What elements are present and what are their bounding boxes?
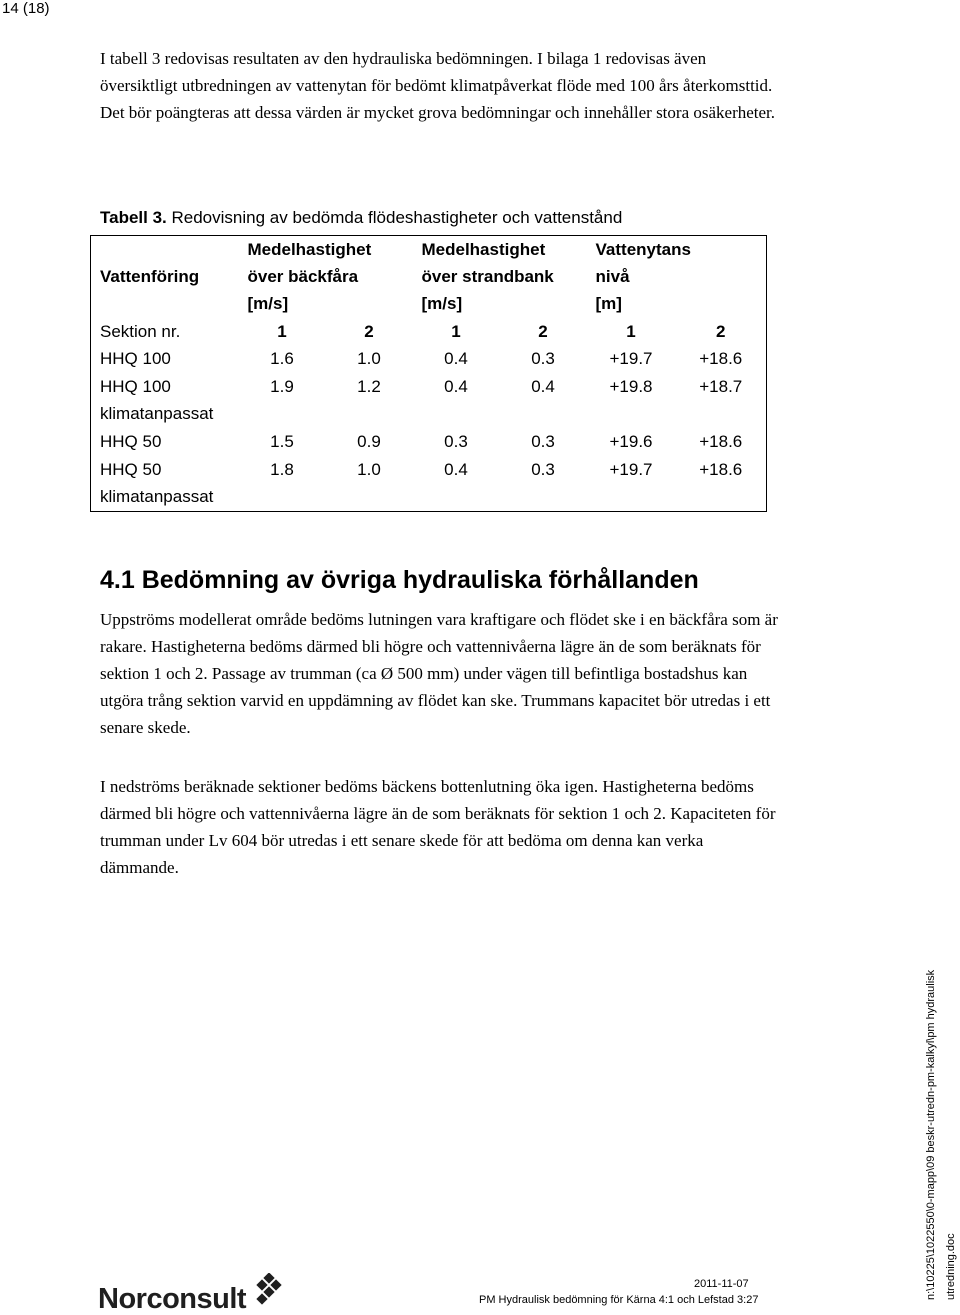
row-label xyxy=(91,373,239,428)
table-cell: +18.7 xyxy=(699,376,743,396)
table-cell: 0.4 xyxy=(444,349,468,369)
file-path-margin-note xyxy=(921,860,960,1300)
table-cell: 1.8 xyxy=(270,459,294,479)
table-cell: +19.8 xyxy=(609,376,653,396)
header-vattenytans-niva xyxy=(587,236,767,318)
row-label: Sektion nr. xyxy=(100,321,181,341)
table-cell: 0.3 xyxy=(531,349,555,369)
header-line: Medelhastighet xyxy=(247,240,372,259)
norconsult-diamond-logo-icon xyxy=(252,1273,286,1312)
section-heading: 4.1 Bedömning av övriga hydrauliska förhållanden xyxy=(100,566,699,594)
table-row xyxy=(91,428,767,456)
header-line: nivå xyxy=(595,267,630,286)
header-vattenforing: Vattenföring xyxy=(100,267,200,287)
file-path-line: utredning.doc xyxy=(945,1233,957,1300)
table-cell: +18.6 xyxy=(699,459,743,479)
table-cell: 1 xyxy=(277,321,287,341)
table-cell: 2 xyxy=(538,321,548,341)
table-cell: 1 xyxy=(451,321,461,341)
table-cell: 0.3 xyxy=(444,432,468,452)
header-medelhastighet-strandbank xyxy=(413,236,587,318)
header-line: över bäckfåra xyxy=(247,267,359,286)
table-cell: 2 xyxy=(364,321,374,341)
row-label-line: HHQ 100 xyxy=(100,376,171,396)
table-cell: 0.4 xyxy=(444,376,468,396)
body-paragraph: Uppströms modellerat område bedöms lutningen vara kraftigare och flödet ske i en bäckfåra som är rakare. Hastigheterna bedöms därmed bli högre och vattennivåerna lägre än de som beräknats för sektion 1 och 2. Passage av trumman (ca Ø 500 mm) under vägen till befintliga bostadshus kan utgöra trång sektion varvid en uppdämning av flödet kan ske. Trummans kapacitet bör utredas i ett senare skede. xyxy=(100,610,778,737)
row-label: HHQ 50 xyxy=(100,432,162,452)
header-line: [m/s] xyxy=(247,294,289,313)
row-label-line: klimatanpassat xyxy=(100,486,214,506)
table-caption-text: Redovisning av bedömda flödeshastigheter och vattenstånd xyxy=(166,208,623,227)
table-cell: 0.4 xyxy=(531,376,555,396)
header-medelhastighet-backfara xyxy=(239,236,413,318)
header-line: Vattenytans xyxy=(595,240,691,259)
body-paragraph: I nedströms beräknade sektioner bedöms bäckens bottenlutning öka igen. Hastigheterna bedöms därmed bli högre och vattennivåerna lägre än de som beräknats för sektion 1 och 2. Kapaciteten för trumman under Lv 604 bör utredas i ett senare skede för att bedöma om denna kan verka dämmande. xyxy=(100,777,776,877)
table-cell: 0.4 xyxy=(444,459,468,479)
table-header-row xyxy=(91,236,767,318)
table-cell: 0.3 xyxy=(531,459,555,479)
table-cell: 1.0 xyxy=(357,349,381,369)
table-cell: 0.3 xyxy=(531,432,555,452)
footer-date: 2011-11-07 xyxy=(694,1278,749,1290)
row-label-line: HHQ 50 xyxy=(100,459,162,479)
page-number: 14 (18) xyxy=(2,0,50,17)
table-row xyxy=(91,345,767,373)
table-cell: 1 xyxy=(626,321,636,341)
table-row xyxy=(91,456,767,512)
table-row xyxy=(91,373,767,428)
table-cell: 1.0 xyxy=(357,459,381,479)
table-cell: +18.6 xyxy=(699,349,743,369)
logo-wordmark: Norconsult xyxy=(98,1283,247,1315)
header-line: [m/s] xyxy=(421,294,463,313)
file-path-line: n:\10225\1022550\0-mapp\09 beskr-utredn-pm-kalkyl\pm hydraulisk xyxy=(925,969,937,1300)
header-line: över strandbank xyxy=(421,267,554,286)
table-cell: +18.6 xyxy=(699,432,743,452)
table-row xyxy=(91,318,767,346)
table-cell: 1.2 xyxy=(357,376,381,396)
header-line: Medelhastighet xyxy=(421,240,546,259)
table-cell: 0.9 xyxy=(357,432,381,452)
footer-document-title: PM Hydraulisk bedömning för Kärna 4:1 och Lefstad 3:27 xyxy=(479,1294,759,1306)
table-cell: 1.5 xyxy=(270,432,294,452)
header-line: [m] xyxy=(595,294,622,313)
company-logo xyxy=(98,1278,286,1314)
row-label xyxy=(91,456,239,512)
row-label-line: klimatanpassat xyxy=(100,403,214,423)
table-cell: +19.6 xyxy=(609,432,653,452)
table-cell: +19.7 xyxy=(609,459,653,479)
table-caption-label: Tabell 3. xyxy=(100,208,167,227)
table-caption xyxy=(100,208,622,228)
table-cell: 1.6 xyxy=(270,349,294,369)
table-cell: +19.7 xyxy=(609,349,653,369)
row-label: HHQ 100 xyxy=(100,349,171,369)
results-table xyxy=(90,235,767,512)
intro-paragraph: I tabell 3 redovisas resultaten av den hydrauliska bedömningen. I bilaga 1 redovisas även översiktligt utbredningen av vattenytan för bedömt klimatpåverkat flöde med 100 års återkomsttid. Det bör poängteras att dessa värden är mycket grova bedömningar och innehåller stora osäkerheter. xyxy=(100,49,776,122)
table-cell: 2 xyxy=(716,321,726,341)
table-cell: 1.9 xyxy=(270,376,294,396)
